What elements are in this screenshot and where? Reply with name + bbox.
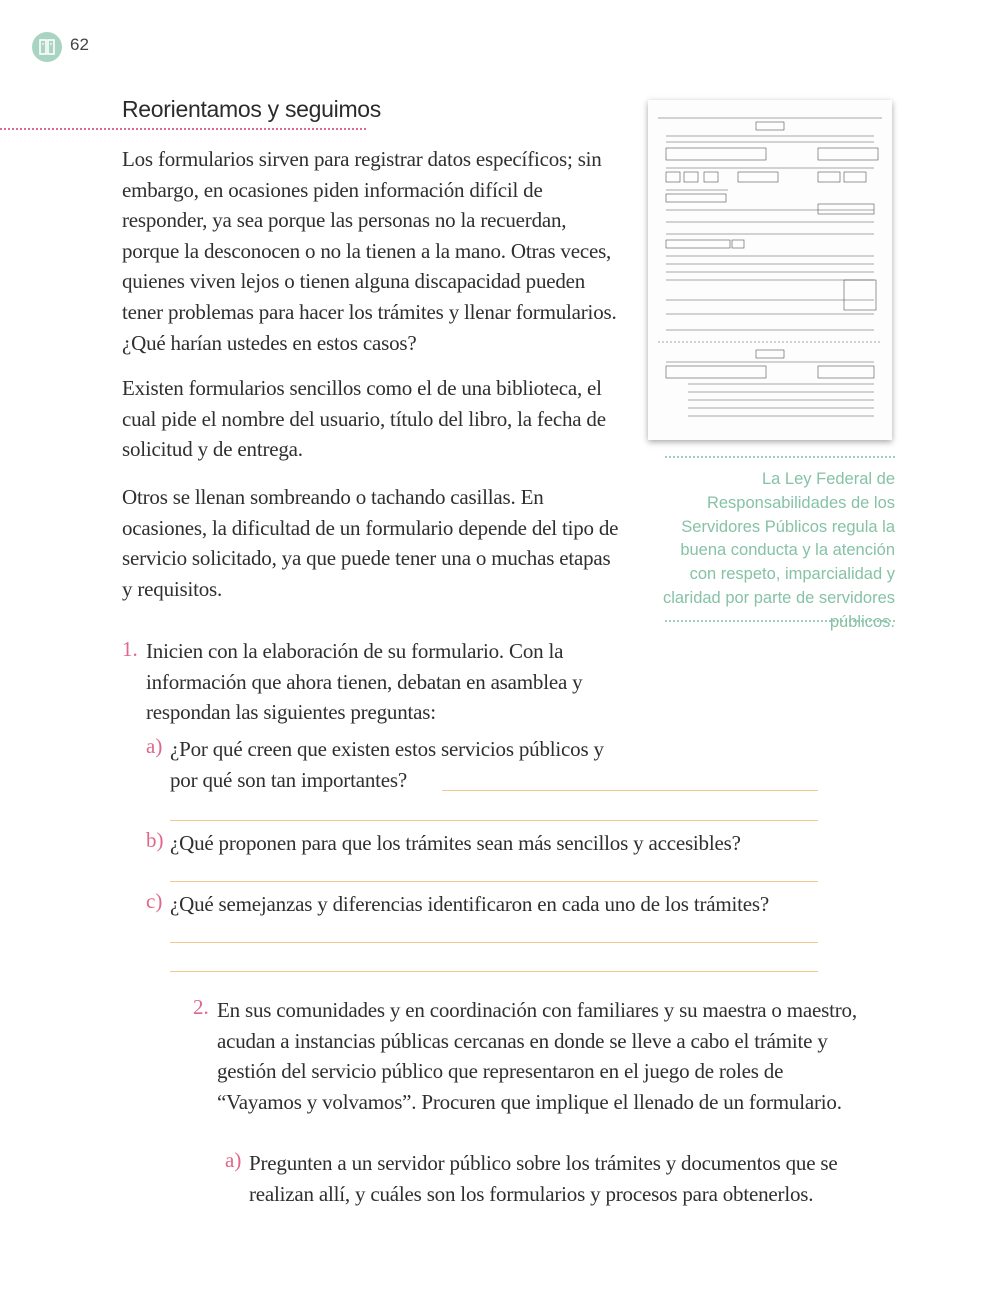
- question-a-text: ¿Por qué creen que existen estos servicios públicos y por qué son tan importantes?: [170, 737, 604, 792]
- question-b-text: ¿Qué proponen para que los trámites sean más sencillos y accesibles?: [170, 831, 741, 855]
- caption-text: La Ley Federal de Responsabilidades de los Servidores Públicos regula la buena conducta y la atención con respeto, imparcialidad y claridad por parte de servidores públicos.: [662, 470, 895, 631]
- form-image: [648, 100, 892, 440]
- activity-1-text: Inicien con la elaboración de su formulario. Con la información que ahora tienen, debatan en asamblea y respondan las siguientes preguntas:: [146, 639, 583, 725]
- page-number: 62: [70, 35, 89, 54]
- book-icon: [32, 32, 62, 62]
- paragraph-boxes: Otros se llenan sombreando o tachando casillas. En ocasiones, la dificultad de un formulario depende del tipo de servicio solicitado, ya que puede tener una o muchas etapas y requisitos.: [122, 485, 619, 601]
- question-c-text: ¿Qué semejanzas y diferencias identificaron en cada uno de los trámites?: [170, 892, 769, 916]
- activity-2-number: 2.: [193, 995, 209, 1019]
- activity-2-text: En sus comunidades y en coordinación con familiares y su maestra o maestro, acudan a instancias públicas cercanas en donde se lleve a cabo el trámite y gestión del servicio público que representaron en el juego de roles de “Vayamos y volvamos”. Procuren que implique el llenado de un formulario.: [217, 998, 857, 1114]
- section-title: Reorientamos y seguimos: [122, 96, 381, 122]
- answer-line-c2[interactable]: [170, 971, 818, 972]
- activity-2a-letter: a): [225, 1148, 242, 1172]
- question-c-letter: c): [146, 889, 163, 913]
- activity-2a-text: Pregunten a un servidor público sobre los trámites y documentos que se realizan allí, y cuáles son los formularios y procesos para obtenerlos.: [249, 1151, 838, 1206]
- title-underline: [0, 128, 366, 130]
- activity-1-number: 1.: [122, 637, 138, 661]
- answer-line-a1[interactable]: [442, 790, 818, 791]
- answer-line-a2[interactable]: [170, 820, 818, 821]
- answer-line-c1[interactable]: [170, 942, 818, 943]
- paragraph-library: Existen formularios sencillos como el de una biblioteca, el cual pide el nombre del usuario, título del libro, la fecha de solicitud y de entrega.: [122, 376, 606, 462]
- question-a-letter: a): [146, 734, 163, 758]
- answer-line-b1[interactable]: [170, 881, 818, 882]
- paragraph-intro: Los formularios sirven para registrar datos específicos; sin embargo, en ocasiones piden información difícil de responder, ya sea porque las personas no la recuerdan, porque la desconocen o no la tienen a la mano. Otras veces, quienes viven lejos o tienen alguna discapacidad pueden tener problemas para hacer los trámites y llenar formularios. ¿Qué harían ustedes en estos casos?: [122, 147, 617, 355]
- caption-box: [662, 456, 895, 631]
- question-b-letter: b): [146, 828, 164, 852]
